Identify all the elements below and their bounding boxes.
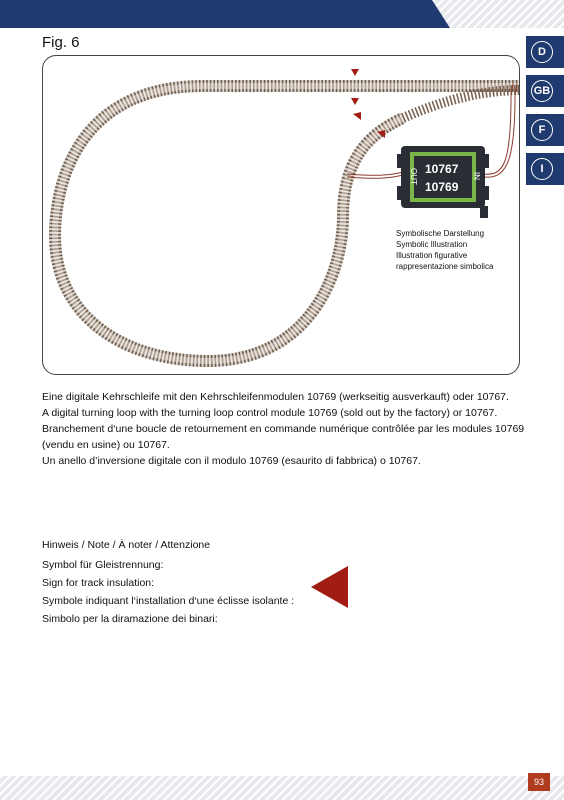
- tab-language-gb[interactable]: [526, 75, 564, 107]
- turning-loop-module: [397, 146, 489, 218]
- junction-track: [403, 90, 520, 118]
- module-out-label: OUT: [409, 168, 418, 185]
- tab-language-i[interactable]: [526, 153, 564, 185]
- caption-line: Symbolische Darstellung: [396, 229, 485, 238]
- note-heading: Hinweis / Note / À noter / Attenzione: [42, 539, 211, 551]
- description-en: A digital turning loop with the turning loop control module 10769 (sold out by the factory) or 10767.: [42, 407, 498, 419]
- header-bar: [0, 0, 564, 28]
- insulation-symbol-icon: [311, 566, 349, 608]
- description-fr: Branchement d‘une boucle de retournement en commande numérique contrôlée par les modules 10769 (vendu en usine) ou 10767.: [42, 423, 525, 451]
- footer-bar: [0, 776, 564, 800]
- note-line: Symbol für Gleistrennung:: [42, 559, 164, 571]
- loop-track: [55, 86, 520, 361]
- track-layout: [43, 56, 520, 375]
- caption-line: Symbolic Illustration: [396, 240, 468, 249]
- tab-label-f: F: [531, 119, 553, 141]
- module-label-bottom: 10769: [425, 180, 459, 194]
- tab-language-f[interactable]: [526, 114, 564, 146]
- module-in-label: IN: [472, 172, 481, 180]
- description-it: Un anello d’inversione digitale con il modulo 10769 (esaurito di fabbrica) o 10767.: [42, 455, 421, 467]
- track-diagram: [42, 55, 520, 375]
- tab-label-i: I: [531, 158, 553, 180]
- tab-label-gb: GB: [531, 80, 553, 102]
- caption-line: Illustration figurative: [396, 251, 468, 260]
- insulation-mark: [351, 98, 359, 105]
- diagram-caption: [396, 228, 493, 272]
- tab-language-de[interactable]: [526, 36, 564, 68]
- note-line: Sign for track insulation:: [42, 577, 155, 589]
- caption-line: rappresentazione simbolica: [396, 262, 494, 271]
- insulation-mark: [353, 112, 361, 120]
- language-tabs: [526, 36, 564, 192]
- figure-title: Fig. 6: [42, 34, 80, 51]
- description: [42, 389, 532, 469]
- description-de: Eine digitale Kehrschleife mit den Kehrschleifenmodulen 10769 (werkseitig ausverkauft) oder 10767.: [42, 391, 509, 403]
- note-line: Simbolo per la diramazione dei binari:: [42, 613, 218, 625]
- note-section: [42, 536, 294, 628]
- insulation-mark: [351, 69, 359, 76]
- note-line: Symbole indiquant l‘installation d‘une éclisse isolante :: [42, 595, 295, 607]
- module-label-top: 10767: [425, 162, 459, 176]
- tab-label-de: D: [531, 41, 553, 63]
- page-number: 93: [528, 773, 550, 791]
